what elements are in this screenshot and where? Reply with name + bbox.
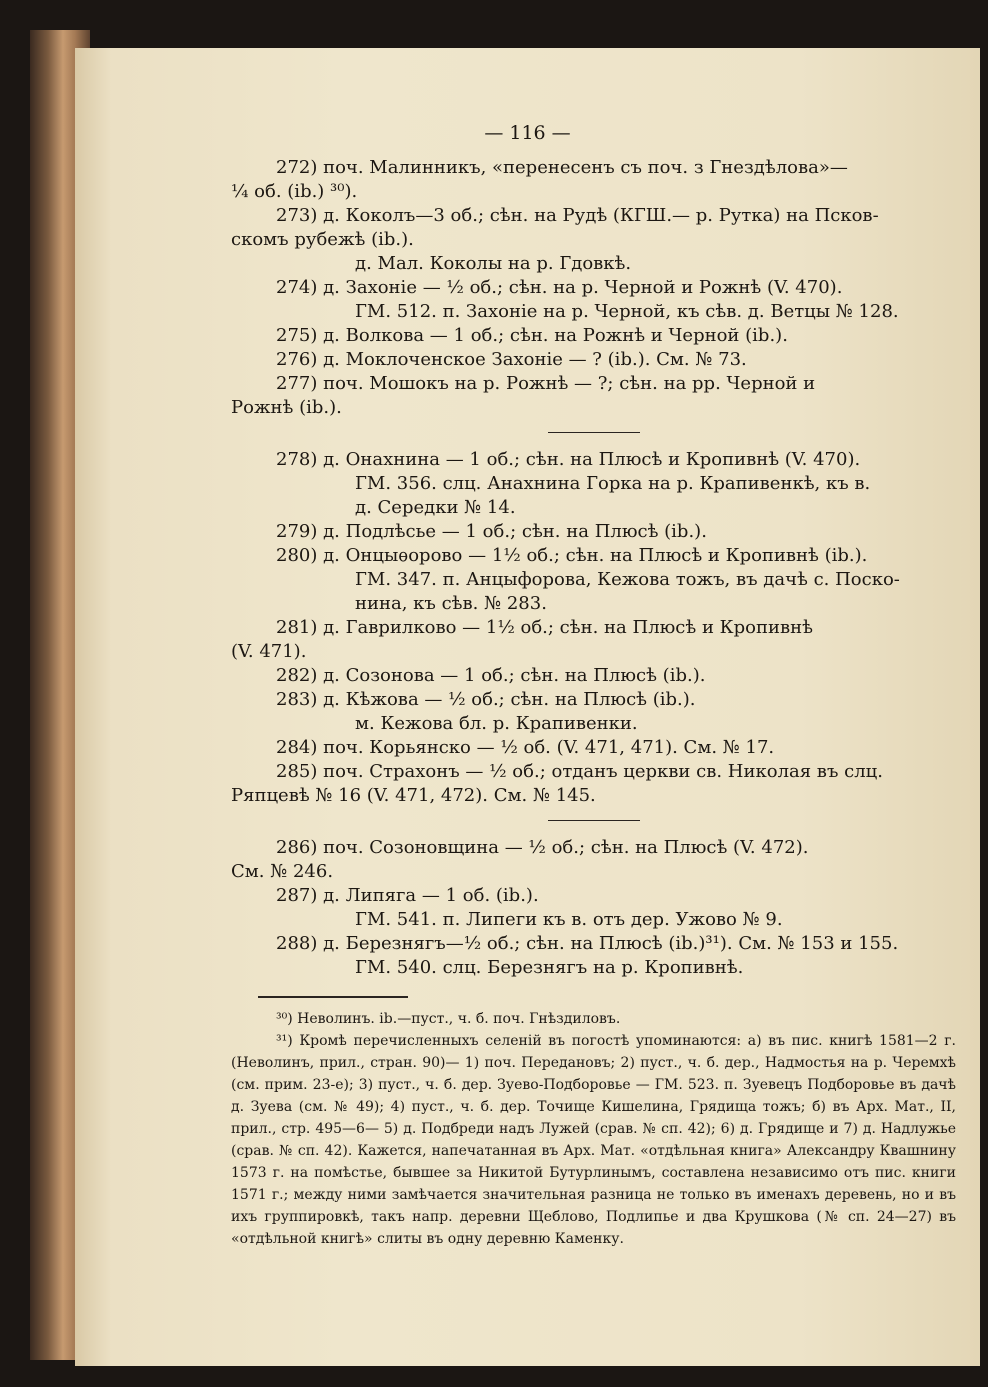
entry-281-line1: 281) д. Гаврилково — 1½ об.; сѣн. на Плюсѣ и Кропивнѣ — [276, 617, 813, 638]
entry-276: 276) д. Моклоченское Захоніе — ? (ib.). См. № 73. — [276, 349, 747, 370]
entry-277-line1: 277) поч. Мошокъ на р. Рожнѣ — ?; сѣн. на рр. Черной и — [276, 373, 816, 394]
entry-288-note: ГМ. 540. слц. Березнягъ на р. Кропивнѣ. — [355, 957, 744, 978]
entry-280-note-line1: ГМ. 347. п. Анцыфорова, Кежова тожъ, въ дачѣ с. Поско- — [355, 569, 900, 590]
entry-281-line2: (V. 471). — [231, 641, 307, 662]
entry-278-note-line2: д. Середки № 14. — [355, 497, 516, 518]
entry-278-line1: 278) д. Онахнина — 1 об.; сѣн. на Плюсѣ и Кропивнѣ (V. 470). — [276, 449, 861, 470]
footnote-30: ³⁰) Неволинъ. ib.—пуст., ч. б. поч. Гнѣздиловъ. — [276, 1011, 621, 1027]
entry-275: 275) д. Волкова — 1 об.; сѣн. на Рожнѣ и Черной (ib.). — [276, 325, 788, 346]
main-text — [231, 156, 956, 980]
section-divider — [548, 432, 640, 433]
entry-287-line1: 287) д. Липяга — 1 об. (ib.). — [276, 885, 539, 906]
entry-278-note-line1: ГМ. 356. слц. Анахнина Горка на р. Крапивенкѣ, къ в. — [355, 473, 871, 494]
entry-287-note: ГМ. 541. п. Липеги къ в. отъ дер. Ужово № 9. — [355, 909, 783, 930]
entry-277-line2: Рожнѣ (ib.). — [231, 397, 342, 418]
entry-283-note: м. Кежова бл. р. Крапивенки. — [355, 713, 638, 734]
entry-273-note: д. Мал. Коколы на р. Гдовкѣ. — [355, 253, 632, 274]
entry-272-line1: 272) поч. Малинникъ, «перенесенъ съ поч. з Гнездѣлова»— — [276, 157, 848, 178]
page-number: — 116 — — [484, 122, 571, 144]
entry-288-line1: 288) д. Березнягъ—½ об.; сѣн. на Плюсѣ (ib.)³¹). См. № 153 и 155. — [276, 933, 899, 954]
entry-286-line2: См. № 246. — [231, 861, 334, 882]
entry-280-line1: 280) д. Онцыѳорово — 1½ об.; сѣн. на Плюсѣ и Кропивнѣ (ib.). — [276, 545, 868, 566]
entry-274-line1: 274) д. Захоніе — ½ об.; сѣн. на р. Черной и Рожнѣ (V. 470). — [276, 277, 843, 298]
entry-282: 282) д. Созонова — 1 об.; сѣн. на Плюсѣ (ib.). — [276, 665, 706, 686]
footnotes — [231, 970, 956, 1250]
entry-280-note-line2: нина, къ сѣв. № 283. — [355, 593, 547, 614]
entry-283-line1: 283) д. Кѣжова — ½ об.; сѣн. на Плюсѣ (ib.). — [276, 689, 696, 710]
footnote-rule — [258, 996, 408, 998]
entry-273-line2: скомъ рубежѣ (ib.). — [231, 229, 414, 250]
entry-274-note: ГМ. 512. п. Захоніе на р. Черной, къ сѣв. д. Ветцы № 128. — [355, 301, 899, 322]
entry-285-line2: Ряпцевѣ № 16 (V. 471, 472). См. № 145. — [231, 785, 596, 806]
entry-273-line1: 273) д. Коколъ—3 об.; сѣн. на Рудѣ (КГШ.— р. Рутка) на Псков- — [276, 205, 879, 226]
section-divider — [548, 820, 640, 821]
entry-279: 279) д. Подлѣсье — 1 об.; сѣн. на Плюсѣ (ib.). — [276, 521, 707, 542]
entry-285-line1: 285) поч. Страхонъ — ½ об.; отданъ церкви св. Николая въ слц. — [276, 761, 883, 782]
book-page — [75, 48, 980, 1366]
entry-284: 284) поч. Корьянско — ½ об. (V. 471, 471). См. № 17. — [276, 737, 775, 758]
entry-286-line1: 286) поч. Созоновщина — ½ об.; сѣн. на Плюсѣ (V. 472). — [276, 837, 809, 858]
entry-272-line2: ¼ об. (ib.) ³⁰). — [231, 181, 358, 202]
footnote-31: ³¹) Кромѣ перечисленныхъ селеній въ погостѣ упоминаются: а) въ пис. книгѣ 1581—2 г. (Неволинъ, прил., стран. 90)— 1) поч. Передановъ; 2) пуст., ч. б. дер., Надмостья на р. Черемхѣ (см. прим. 23-е); 3) пуст., ч. б. дер. Зуево-Подборовье — ГМ. 523. п. Зуевецъ Подборовье въ дачѣ д. Зуева (см. № 49); 4) пуст., ч. б. дер. Точище Кишелина, Грядища тожъ; б) въ Арх. Мат., II, прил., стр. 495—6— 5) д. Подбреди надъ Лужей (срав. № сп. 42); 6) д. Грядище и 7) д. Надлужье (срав. № сп. 42). Кажется, напечатанная въ Арх. Мат. «отдѣльная книга» Александру Квашнину 1573 г. на помѣстье, бывшее за Никитой Бутурлинымъ, составлена независимо отъ пис. книги 1571 г.; между ними замѣчается значительная разница не только въ именахъ деревень, но и въ ихъ группировкѣ, такъ напр. деревни Щеблово, Подлипье и два Крушкова (№ сп. 24—27) въ «отдѣльной книгѣ» слиты въ одну деревню Каменку. — [231, 1033, 956, 1247]
